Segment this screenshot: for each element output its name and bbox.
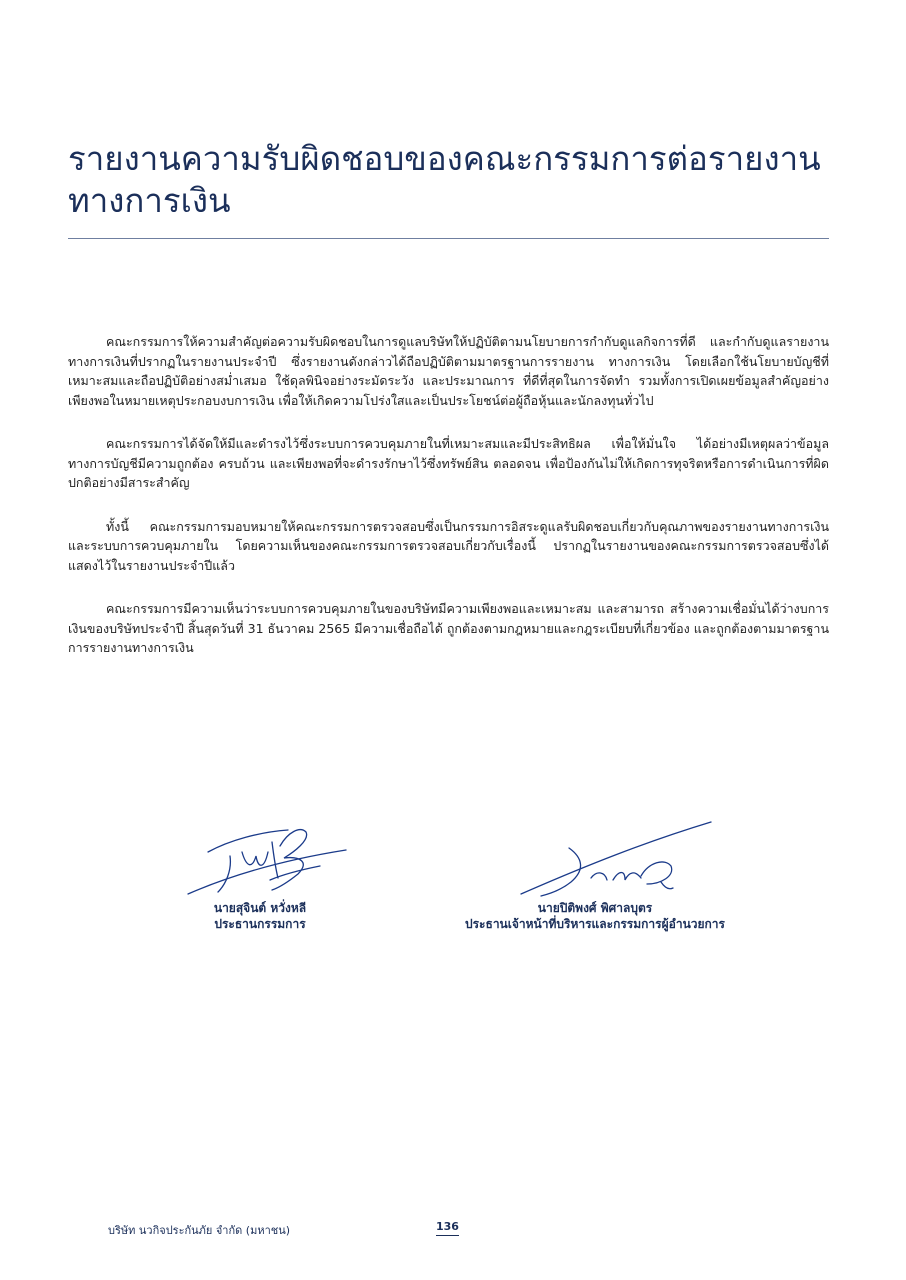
paragraph-1: คณะกรรมการให้ความสำคัญต่อความรับผิดชอบในการดูแลบริษัทให้ปฏิบัติตามนโยบายการกำกับดูแลกิจการที่ดี และกำกับดูแลรายงานทางการเงินที่ปรากฏในรายงานประจำปี ซึ่งรายงานดังกล่าวได้ถือปฏิบัติตามมาตรฐานการรายงาน ทางการเงิน โดยเลือกใช้นโยบายบัญชีที่เหมาะสมและถือปฏิบัติอย่างสม่ำเสมอ ใช้ดุลพินิจอย่างระมัดระวัง และประมาณการ ที่ดีที่สุดในการจัดทำ รวมทั้งการเปิดเผยข้อมูลสำคัญอย่างเพียงพอในหมายเหตุประกอบงบการเงิน เพื่อให้เกิดความโปร่งใสและเป็นประโยชน์ต่อผู้ถือหุ้นและนักลงทุนทั่วไป	[68, 334, 829, 408]
report-body	[68, 332, 829, 682]
signature-image-chairman	[160, 822, 360, 900]
paragraph-3: ทั้งนี้ คณะกรรมการมอบหมายให้คณะกรรมการตรวจสอบซึ่งเป็นกรรมการอิสระดูแลรับผิดชอบเกี่ยวกับคุณภาพของรายงานทางการเงินและระบบการควบคุมภายใน โดยความเห็นของคณะกรรมการตรวจสอบเกี่ยวกับเรื่องนี้ ปรากฏในรายงานของคณะกรรมการตรวจสอบซึ่งได้แสดงไว้ในรายงานประจำปีแล้ว	[68, 518, 829, 573]
page-title: รายงานความรับผิดชอบของคณะกรรมการต่อรายงานทางการเงิน	[68, 139, 821, 220]
signatory-position-chairman: ประธานกรรมการ	[214, 917, 306, 931]
paragraph-4: คณะกรรมการมีความเห็นว่าระบบการควบคุมภายในของบริษัทมีความเพียงพอและเหมาะสม และสามารถ สร้างความเชื่อมั่นได้ว่างบการเงินของบริษัทประจำปี สิ้นสุดวันที่ 31 ธันวาคม 2565 มีความเชื่อถือได้ ถูกต้องตามกฎหมายและกฎระเบียบที่เกี่ยวข้อง และถูกต้องตามมาตรฐานการรายงานทางการเงิน	[68, 601, 829, 655]
paragraph-2: คณะกรรมการได้จัดให้มีและดำรงไว้ซึ่งระบบการควบคุมภายในที่เหมาะสมและมีประสิทธิผล เพื่อให้มั่นใจ ได้อย่างมีเหตุผลว่าข้อมูลทางการบัญชีมีความถูกต้อง ครบถ้วน และเพียงพอที่จะดำรงรักษาไว้ซึ่งทรัพย์สิน ตลอดจน เพื่อป้องกันไม่ให้เกิดการทุจริตหรือการดำเนินการที่ผิดปกติอย่างมีสาระสำคัญ	[68, 436, 829, 490]
footer-company-name: บริษัท นวกิจประกันภัย จำกัด (มหาชน)	[108, 1224, 291, 1237]
signatory-name-ceo: นายปิติพงศ์ พิศาลบุตร	[537, 901, 653, 915]
signatory-position-ceo: ประธานเจ้าหน้าที่บริหารและกรรมการผู้อำนวยการ	[464, 917, 725, 931]
page-number: 136	[436, 1220, 459, 1236]
signature-image-ceo	[475, 818, 715, 900]
signature-block-chairman	[150, 822, 370, 932]
signatory-name-chairman: นายสุจินต์ หวั่งหลี	[213, 901, 307, 915]
signature-block-ceo	[430, 818, 760, 932]
title-divider	[68, 238, 829, 239]
